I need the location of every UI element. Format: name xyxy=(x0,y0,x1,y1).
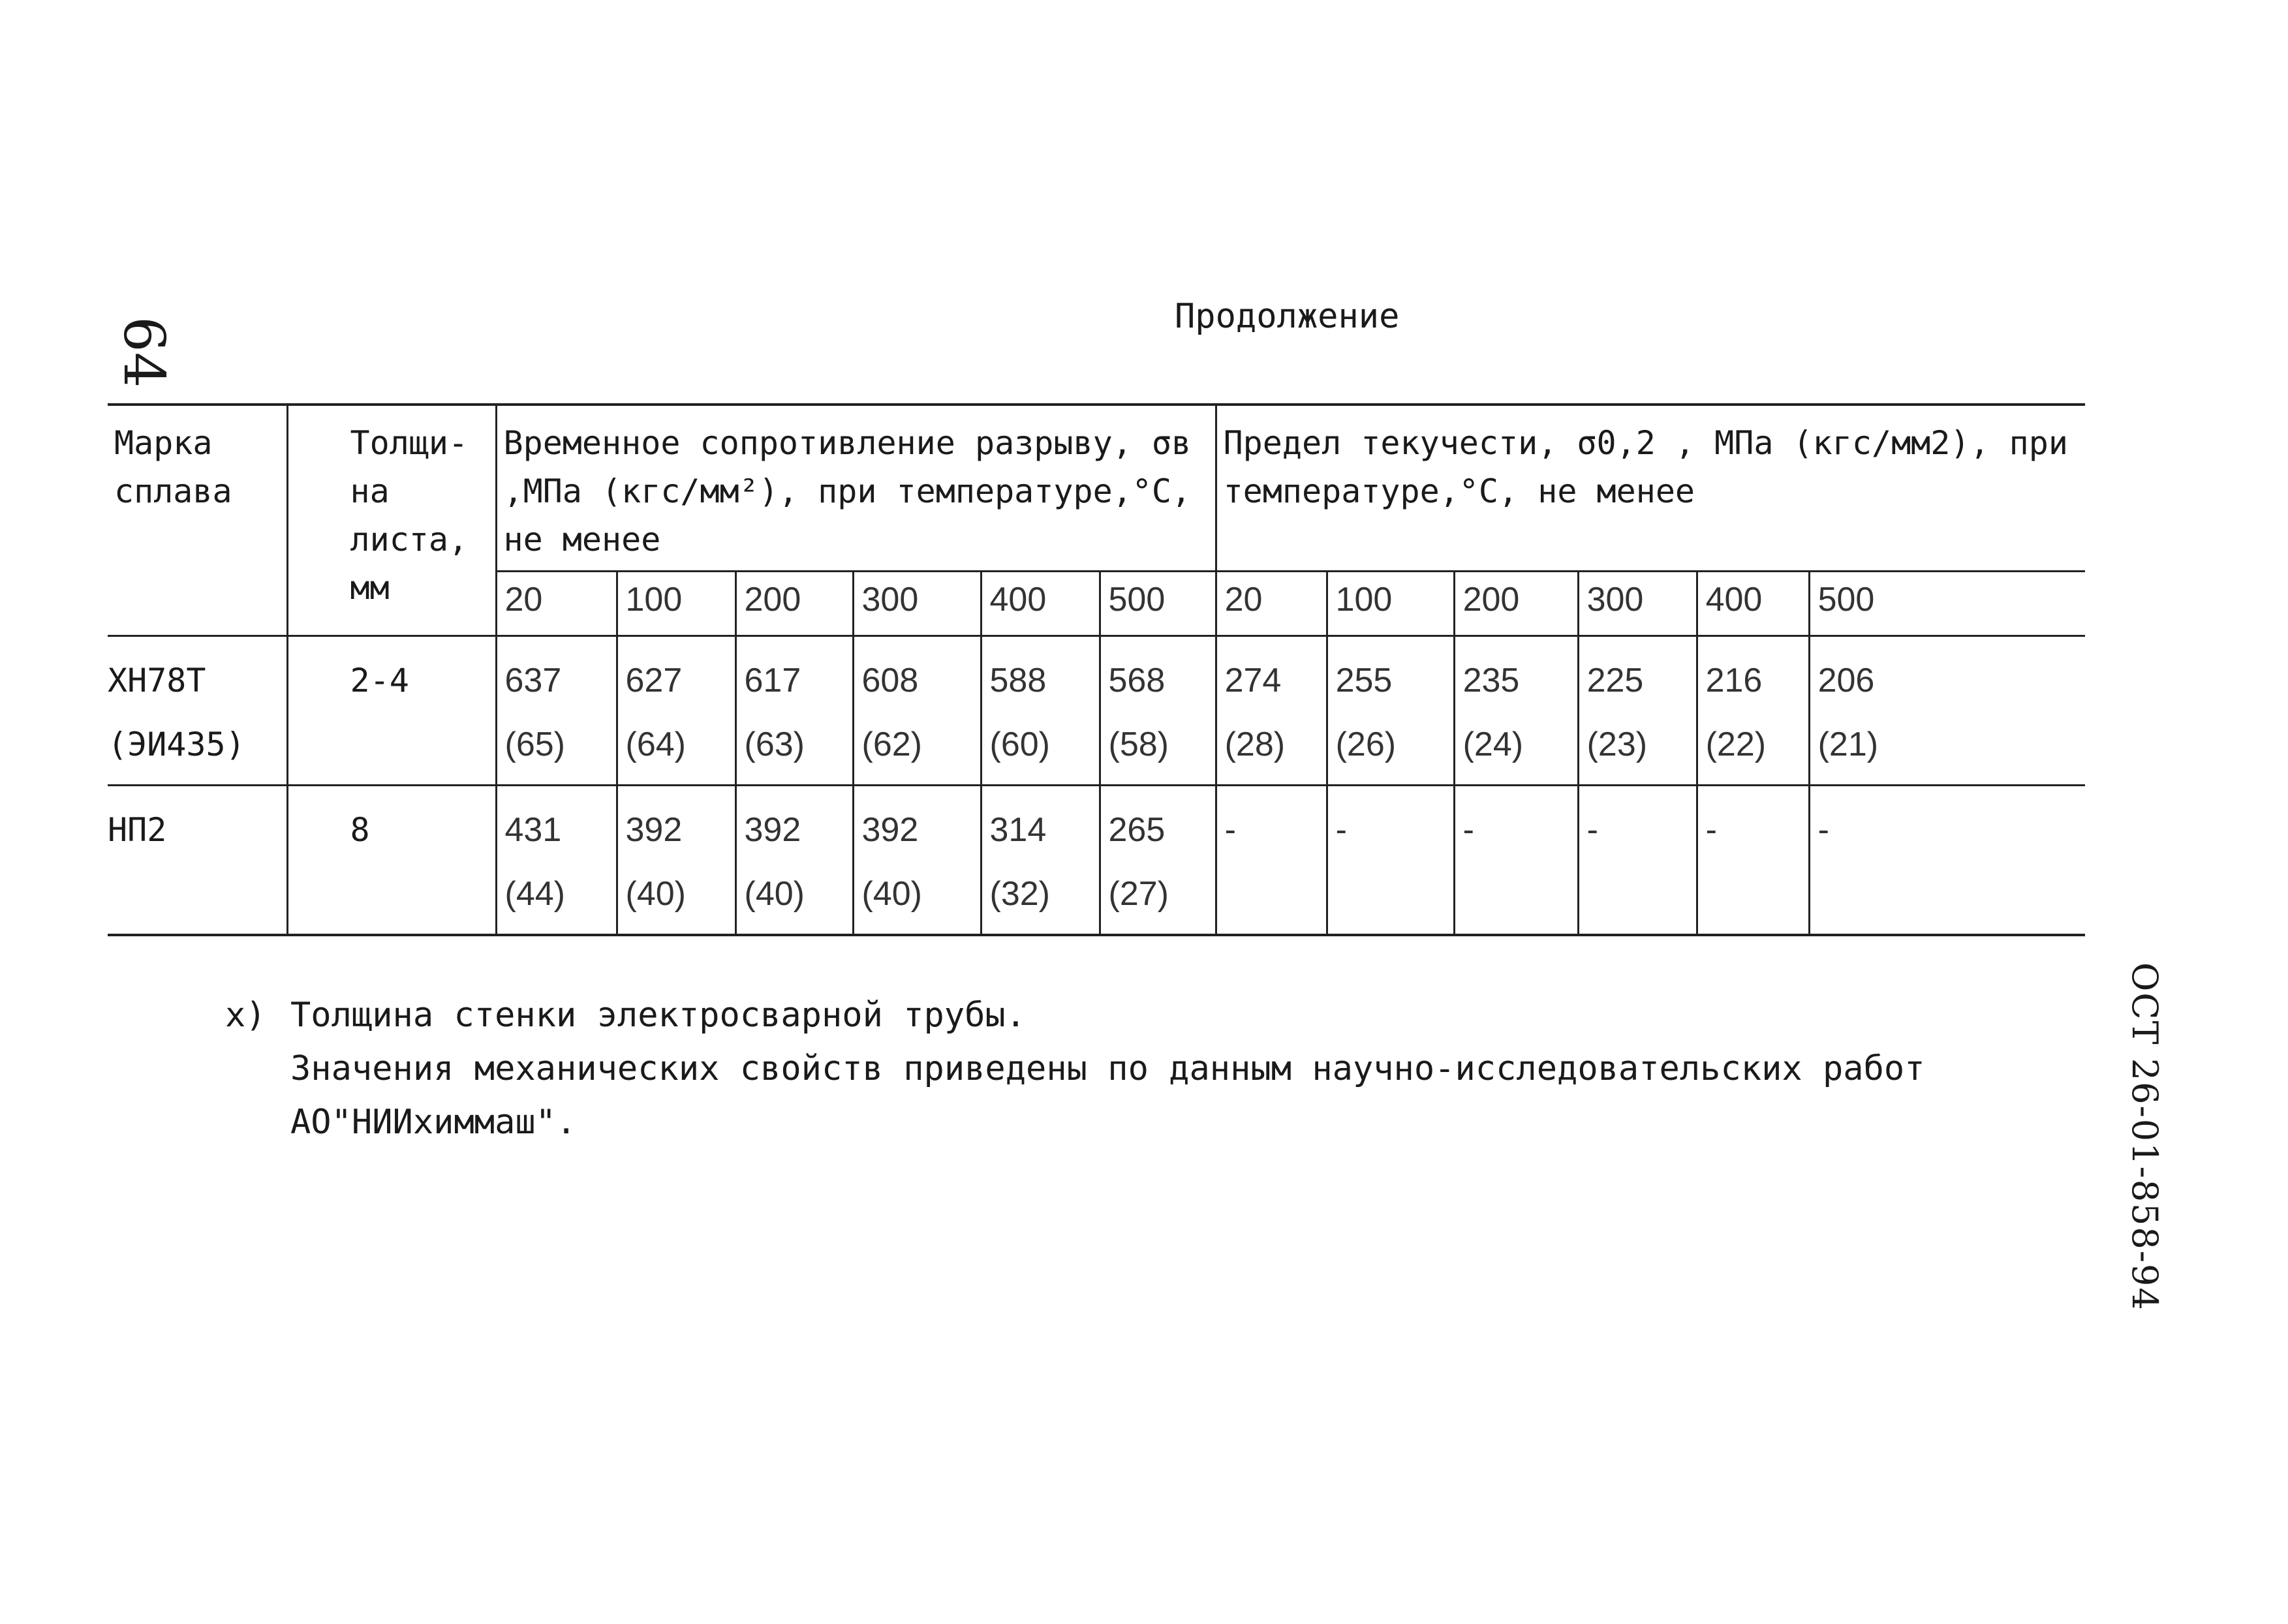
header-thickness: Толщи- на листа, мм xyxy=(287,405,496,636)
tensile-cell-line: 431 xyxy=(504,811,562,849)
yield-cell-line xyxy=(1225,862,1318,926)
tensile-cell xyxy=(617,636,735,786)
tensile-cell-line: (40) xyxy=(625,875,686,913)
yield-temp-2: 200 xyxy=(1454,572,1578,636)
thickness-cell xyxy=(287,786,496,936)
yield-cell-line xyxy=(1706,862,1801,926)
alloy-cell-line: ХН78Т xyxy=(108,662,206,699)
yield-cell xyxy=(1216,636,1327,786)
yield-cell-line: (24) xyxy=(1462,726,1524,763)
thickness-cell xyxy=(287,636,496,786)
thickness-cell-line: 2-4 xyxy=(350,662,409,699)
footnotes xyxy=(225,988,1925,1149)
yield-cell-line: (23) xyxy=(1586,726,1648,763)
page-number: 64 xyxy=(111,316,176,388)
tensile-cell xyxy=(981,636,1100,786)
properties-table xyxy=(108,403,2085,936)
tensile-cell-line: 588 xyxy=(989,662,1047,699)
footnote-2: Значения механических свойств приведены по данным научно-исследовательских работ xyxy=(290,1049,1925,1088)
tensile-cell-line: 627 xyxy=(625,662,683,699)
yield-cell-line: 225 xyxy=(1586,662,1644,699)
tensile-cell-line: (60) xyxy=(989,726,1050,763)
footnote-3: АО"НИИхиммаш". xyxy=(290,1103,577,1142)
tensile-temp-0: 20 xyxy=(496,572,617,636)
continuation-label: Продолжение xyxy=(1175,297,1400,336)
alloy-cell-line: (ЭИ435) xyxy=(108,726,245,763)
yield-cell-line: (26) xyxy=(1335,726,1397,763)
yield-cell-line: 206 xyxy=(1817,662,1875,699)
yield-cell-line xyxy=(1818,862,2078,926)
yield-cell-line xyxy=(1587,862,1688,926)
tensile-cell-line: (64) xyxy=(625,726,686,763)
yield-cell xyxy=(1578,636,1697,786)
thickness-cell-line: 8 xyxy=(350,811,370,849)
footnote-mark: х) xyxy=(225,996,266,1035)
alloy-cell-line: НП2 xyxy=(108,811,167,849)
yield-cell-line: (21) xyxy=(1817,726,1879,763)
header-alloy: Марка сплава xyxy=(108,405,287,636)
tensile-cell-line: 392 xyxy=(744,811,801,849)
header-tensile: Временное сопротивление разрыву, σв ,МПа (кгс/мм²), при температуре,°С, не менее xyxy=(496,405,1216,572)
document-code: ОСТ 26-01-858-94 xyxy=(2124,962,2165,1311)
tensile-cell xyxy=(735,786,853,936)
tensile-cell-line: 617 xyxy=(744,662,801,699)
tensile-cell-line: (62) xyxy=(861,726,922,763)
yield-cell xyxy=(1578,786,1697,936)
yield-cell-line: - xyxy=(1817,811,1829,849)
tensile-temp-4: 400 xyxy=(981,572,1100,636)
yield-cell-line: - xyxy=(1705,811,1717,849)
yield-cell-line: 255 xyxy=(1335,662,1393,699)
alloy-cell xyxy=(108,636,287,786)
tensile-cell-line: 568 xyxy=(1108,662,1166,699)
yield-temp-1: 100 xyxy=(1327,572,1454,636)
yield-temp-0: 20 xyxy=(1216,572,1327,636)
yield-cell xyxy=(1809,786,2085,936)
tensile-cell xyxy=(981,786,1100,936)
yield-cell xyxy=(1809,636,2085,786)
tensile-cell xyxy=(735,636,853,786)
yield-cell-line: (28) xyxy=(1224,726,1286,763)
tensile-cell xyxy=(853,636,981,786)
yield-cell-line xyxy=(1463,862,1569,926)
yield-cell-line: 274 xyxy=(1224,662,1282,699)
tensile-temp-1: 100 xyxy=(617,572,735,636)
yield-cell xyxy=(1697,786,1809,936)
tensile-cell-line: (44) xyxy=(504,875,565,913)
tensile-cell-line: (32) xyxy=(989,875,1050,913)
tensile-cell-line: 637 xyxy=(504,662,562,699)
yield-cell-line: 235 xyxy=(1462,662,1520,699)
tensile-cell-line: 392 xyxy=(625,811,683,849)
yield-temp-3: 300 xyxy=(1578,572,1697,636)
yield-cell-line: - xyxy=(1462,811,1474,849)
footnote-1: Толщина стенки электросварной трубы. xyxy=(290,996,1027,1035)
tensile-cell-line: (58) xyxy=(1108,726,1169,763)
tensile-cell-line: (65) xyxy=(504,726,565,763)
tensile-cell xyxy=(853,786,981,936)
tensile-cell-line: 608 xyxy=(861,662,919,699)
tensile-temp-5: 500 xyxy=(1100,572,1216,636)
tensile-cell-line: (63) xyxy=(744,726,805,763)
yield-cell xyxy=(1327,786,1454,936)
tensile-cell-line: 314 xyxy=(989,811,1047,849)
tensile-cell-line: (27) xyxy=(1108,875,1169,913)
tensile-cell-line: 265 xyxy=(1108,811,1166,849)
tensile-cell xyxy=(496,786,617,936)
tensile-temp-3: 300 xyxy=(853,572,981,636)
yield-cell xyxy=(1454,636,1578,786)
yield-cell-line: - xyxy=(1224,811,1236,849)
header-yield: Предел текучести, σ0,2 , МПа (кгс/мм2), при температуре,°С, не менее xyxy=(1216,405,2085,572)
yield-cell-line: - xyxy=(1586,811,1598,849)
yield-temp-4: 400 xyxy=(1697,572,1809,636)
yield-cell-line: - xyxy=(1335,811,1347,849)
tensile-cell xyxy=(496,636,617,786)
tensile-cell-line: 392 xyxy=(861,811,919,849)
alloy-cell xyxy=(108,786,287,936)
tensile-cell xyxy=(1100,786,1216,936)
tensile-cell-line: (40) xyxy=(744,875,805,913)
tensile-cell xyxy=(1100,636,1216,786)
yield-cell-line xyxy=(1336,862,1445,926)
alloy-cell-line xyxy=(108,862,286,926)
yield-cell xyxy=(1327,636,1454,786)
tensile-cell-line: (40) xyxy=(861,875,922,913)
tensile-cell xyxy=(617,786,735,936)
yield-cell xyxy=(1216,786,1327,936)
yield-temp-5: 500 xyxy=(1809,572,2085,636)
yield-cell-line: (22) xyxy=(1705,726,1767,763)
yield-cell-line: 216 xyxy=(1705,662,1763,699)
yield-cell xyxy=(1454,786,1578,936)
yield-cell xyxy=(1697,636,1809,786)
tensile-temp-2: 200 xyxy=(735,572,853,636)
